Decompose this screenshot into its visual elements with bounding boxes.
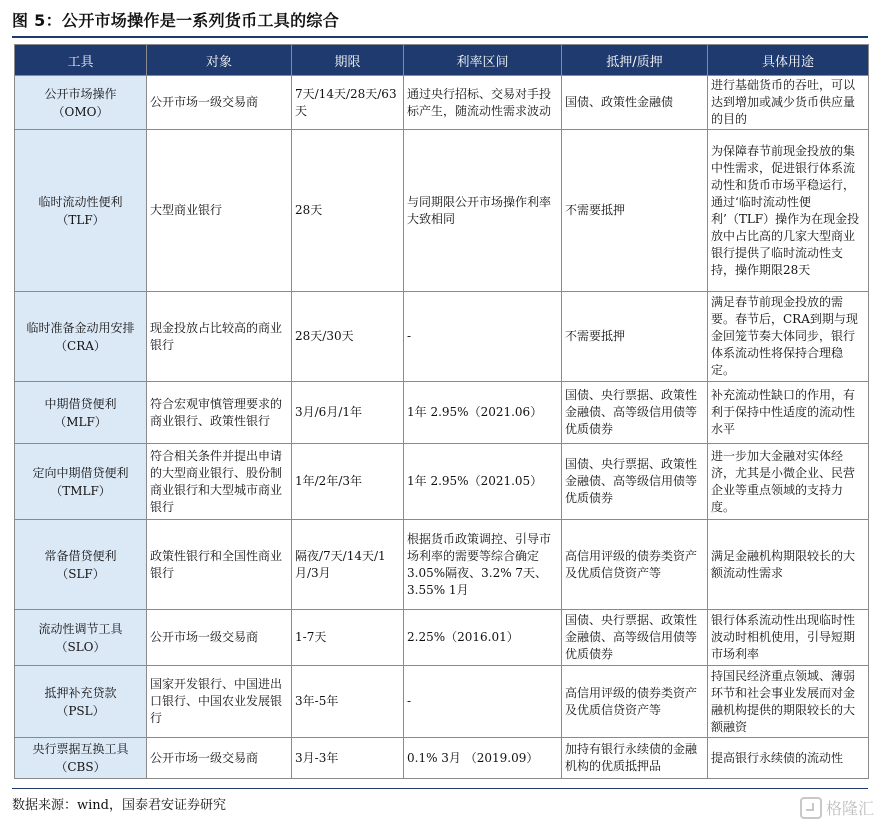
collateral-cell: 不需要抵押: [562, 130, 708, 292]
collateral-cell: 国债、政策性金融债: [562, 76, 708, 130]
table-row: [15, 130, 869, 292]
tool-cell: [15, 130, 147, 292]
term-cell: 3年-5年: [292, 666, 404, 738]
object-cell: 大型商业银行: [147, 130, 292, 292]
header-tool: 工具: [15, 45, 147, 76]
rate-cell: 2.25%（2016.01）: [404, 610, 562, 666]
collateral-cell: 国债、央行票据、政策性金融债、高等级信用债等优质债券: [562, 382, 708, 444]
table-row: [15, 382, 869, 444]
collateral-cell: 国债、央行票据、政策性金融债、高等级信用债等优质债券: [562, 444, 708, 520]
rate-cell: 与同期限公开市场操作利率大致相同: [404, 130, 562, 292]
tool-name: 中期借贷便利: [44, 396, 117, 411]
tool-abbr: （SLF）: [56, 566, 105, 581]
term-cell: 1-7天: [292, 610, 404, 666]
rate-cell: -: [404, 666, 562, 738]
collateral-cell: 高信用评级的债券类资产及优质信贷资产等: [562, 666, 708, 738]
tool-cell: [15, 610, 147, 666]
watermark: [800, 796, 874, 819]
header-usage: 具体用途: [708, 45, 869, 76]
tool-abbr: （SLO）: [55, 639, 106, 654]
tool-abbr: （TMLF）: [50, 483, 111, 498]
tool-abbr: （CRA）: [55, 338, 106, 353]
tool-name: 央行票据互换工具: [32, 742, 129, 756]
term-cell: 28天: [292, 130, 404, 292]
object-cell: 公开市场一级交易商: [147, 738, 292, 779]
watermark-text: 格隆汇: [825, 799, 874, 818]
tool-cell: [15, 520, 147, 610]
usage-cell: 持国民经济重点领域、薄弱环节和社会事业发展而对金融机构提供的期限较长的大额融资: [708, 666, 869, 738]
term-cell: 3月/6月/1年: [292, 382, 404, 444]
rate-cell: 通过央行招标、交易对手投标产生，随流动性需求波动: [404, 76, 562, 130]
usage-cell: 进一步加大金融对实体经济，尤其是小微企业、民营企业等重点领域的支持力度。: [708, 444, 869, 520]
object-cell: 符合相关条件并提出申请的大型商业银行、股份制商业银行和大型城市商业银行: [147, 444, 292, 520]
watermark-logo-icon: [800, 797, 822, 819]
tool-abbr: （CBS）: [55, 760, 106, 774]
data-source-note: 数据来源：wind，国泰君安证券研究: [12, 798, 226, 813]
rate-cell: 根据货币政策调控、引导市场利率的需要等综合确定 3.05%隔夜、3.2% 7天、3.55% 1月: [404, 520, 562, 610]
tool-cell: [15, 444, 147, 520]
header-term: 期限: [292, 45, 404, 76]
term-cell: 28天/30天: [292, 292, 404, 382]
tool-cell: [15, 292, 147, 382]
tool-abbr: （OMO）: [52, 104, 109, 119]
header-collateral: 抵押/质押: [562, 45, 708, 76]
tool-cell: [15, 76, 147, 130]
collateral-cell: 加持有银行永续债的金融机构的优质抵押品: [562, 738, 708, 779]
monetary-tools-table: [14, 44, 869, 779]
tool-name: 常备借贷便利: [44, 548, 117, 563]
object-cell: 政策性银行和全国性商业银行: [147, 520, 292, 610]
usage-cell: 满足春节前现金投放的需要。春节后，CRA到期与现金回笼节奏大体同步，银行体系流动性将保持合理稳定。: [708, 292, 869, 382]
object-cell: 公开市场一级交易商: [147, 76, 292, 130]
tool-name: 公开市场操作: [44, 86, 117, 101]
usage-cell: 银行体系流动性出现临时性波动时相机使用，引导短期市场利率: [708, 610, 869, 666]
usage-cell: 进行基础货币的吞吐，可以达到增加或减少货币供应量的目的: [708, 76, 869, 130]
tool-cell: [15, 738, 147, 779]
tool-name: 临时流动性便利: [38, 194, 123, 209]
collateral-cell: 国债、央行票据、政策性金融债、高等级信用债等优质债券: [562, 610, 708, 666]
rate-cell: -: [404, 292, 562, 382]
table-row: [15, 76, 869, 130]
tool-cell: [15, 382, 147, 444]
table-row: [15, 738, 869, 779]
term-cell: 1年/2年/3年: [292, 444, 404, 520]
tool-name: 临时准备金动用安排: [26, 320, 135, 335]
collateral-cell: 不需要抵押: [562, 292, 708, 382]
object-cell: 现金投放占比较高的商业银行: [147, 292, 292, 382]
rate-cell: 1年 2.95%（2021.06）: [404, 382, 562, 444]
figure-title: 图 5：公开市场操作是一系列货币工具的综合: [12, 11, 340, 30]
collateral-cell: 高信用评级的债券类资产及优质信贷资产等: [562, 520, 708, 610]
usage-cell: 提高银行永续债的流动性: [708, 738, 869, 779]
object-cell: 公开市场一级交易商: [147, 610, 292, 666]
tool-cell: [15, 666, 147, 738]
rate-cell: 1年 2.95%（2021.05）: [404, 444, 562, 520]
tool-abbr: （MLF）: [54, 414, 107, 429]
table-header-row: [15, 45, 869, 76]
table-row: [15, 444, 869, 520]
table-row: [15, 292, 869, 382]
usage-cell: 补充流动性缺口的作用，有利于保持中性适度的流动性水平: [708, 382, 869, 444]
usage-cell: 满足金融机构期限较长的大额流动性需求: [708, 520, 869, 610]
table-row: [15, 520, 869, 610]
object-cell: 国家开发银行、中国进出口银行、中国农业发展银行: [147, 666, 292, 738]
rate-cell: 0.1% 3月 （2019.09）: [404, 738, 562, 779]
tool-name: 定向中期借贷便利: [32, 465, 129, 480]
tool-name: 流动性调节工具: [38, 621, 123, 636]
term-cell: 3月-3年: [292, 738, 404, 779]
term-cell: 隔夜/7天/14天/1月/3月: [292, 520, 404, 610]
table-row: [15, 666, 869, 738]
tool-name: 抵押补充贷款: [44, 685, 117, 700]
table-row: [15, 610, 869, 666]
object-cell: 符合宏观审慎管理要求的商业银行、政策性银行: [147, 382, 292, 444]
header-object: 对象: [147, 45, 292, 76]
header-rate: 利率区间: [404, 45, 562, 76]
title-divider: [12, 36, 868, 38]
bottom-divider: [12, 788, 868, 789]
tool-abbr: （TLF）: [56, 212, 105, 227]
usage-cell: 为保障春节前现金投放的集中性需求，促进银行体系流动性和货币市场平稳运行，通过‘临时流动性便利’（TLF）操作为在现金投放中占比高的几家大型商业银行提供了临时流动性支持，操作期限28天: [708, 130, 869, 292]
tool-abbr: （PSL）: [56, 703, 105, 718]
term-cell: 7天/14天/28天/63天: [292, 76, 404, 130]
